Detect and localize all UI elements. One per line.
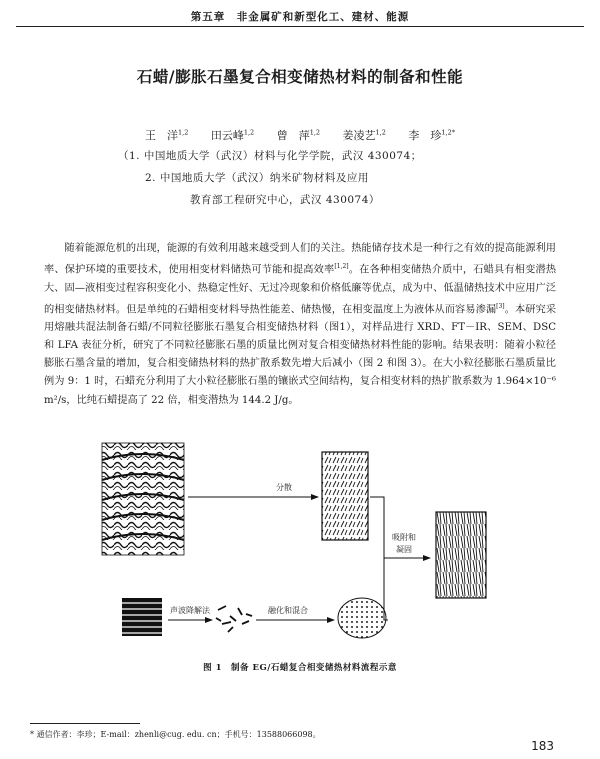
author-list bbox=[0, 127, 600, 143]
author: 李 珍$^{1,2*}$ bbox=[408, 128, 455, 142]
footnote: * 通信作者：李珍；E-mail：zhenli@cug. edu. cn；手机号：13588066098。 bbox=[30, 730, 321, 739]
composite-material-box bbox=[436, 512, 486, 598]
author: 曾 萍$^{1,2}$ bbox=[276, 128, 321, 142]
body-paragraph: 随着能源危机的出现，能源的有效利用越来越受到人们的关注。热能储存技术是一种行之有效的提高能源利用率、保护环境的重要技术，使用相变材料储热可节能和提高效率[1,2]。在各种相变储热介质中，石蜡具有相变潜热大、固—液相变过程容积变化小、热稳定性好、无过冷现象和价格低廉等优点，成为中、低温储热技术中应用广泛的相变储热材料。但是单纯的石蜡相变材料导热性能差、储热慢，在相变温度上为液体从而容易渗漏[3]。本研究采用熔融共混法制备石蜡/不同粒径膨胀石墨复合相变储热材料（图1），对样品进行 XRD、FT－IR、SEM、DSC 和 LFA 表征分析，研究了不同粒径膨胀石墨的质量比例对复合相变储热材料性能的影响。结果表明：随着小粒径膨胀石墨含量的增加，复合相变储热材料的热扩散系数先增大后减小（图 2 和图 3）。在大小粒径膨胀石墨质量比例为 9：1 时，石蜡充分利用了大小粒径膨胀石墨的镶嵌式空间结构，复合相变材料的热扩散系数为 1.964×10⁻⁶ m²/s，比纯石蜡提高了 22 倍，相变潜热为 144.2 J/g。 bbox=[44, 243, 557, 406]
figure-1 bbox=[100, 440, 500, 660]
author: 姜凌艺$^{1,2}$ bbox=[342, 128, 386, 142]
label-disperse: 分散 bbox=[276, 483, 292, 492]
page-number: 183 bbox=[531, 739, 554, 753]
abstract-body bbox=[44, 240, 556, 410]
author: 田云峰$^{1,2}$ bbox=[210, 128, 255, 142]
expanded-graphite-block bbox=[102, 443, 184, 555]
label-solidify: 凝固 bbox=[396, 545, 412, 554]
graphite-fragments bbox=[216, 606, 252, 632]
molten-mixture bbox=[338, 598, 386, 638]
running-header: 第五章 非金属矿和新型化工、建材、能源 bbox=[190, 11, 410, 23]
figure-caption: 图 1 制备 EG/石蜡复合相变储热材料流程示意 bbox=[203, 663, 397, 673]
paper-title: 石蜡/膨胀石墨复合相变储热材料的制备和性能 bbox=[136, 67, 464, 86]
label-ultrasonic: 声波降解法 bbox=[170, 606, 210, 615]
affiliation-line: 教育部工程研究中心，武汉 430074） bbox=[190, 194, 380, 206]
affiliation-line: 2. 中国地质大学（武汉）纳米矿物材料及应用 bbox=[145, 172, 369, 184]
process-diagram bbox=[100, 440, 500, 660]
label-adsorb: 吸附和 bbox=[392, 533, 416, 542]
header-divider bbox=[16, 26, 584, 27]
affiliation-line: （1. 中国地质大学（武汉）材料与化学学院，武汉 430074； bbox=[118, 150, 422, 162]
label-melt: 融化和混合 bbox=[268, 606, 308, 615]
graphite-coil bbox=[122, 598, 162, 636]
author: 王 洋$^{1,2}$ bbox=[145, 128, 189, 142]
footnote-divider bbox=[30, 723, 140, 724]
dispersed-graphite-box bbox=[322, 452, 368, 540]
